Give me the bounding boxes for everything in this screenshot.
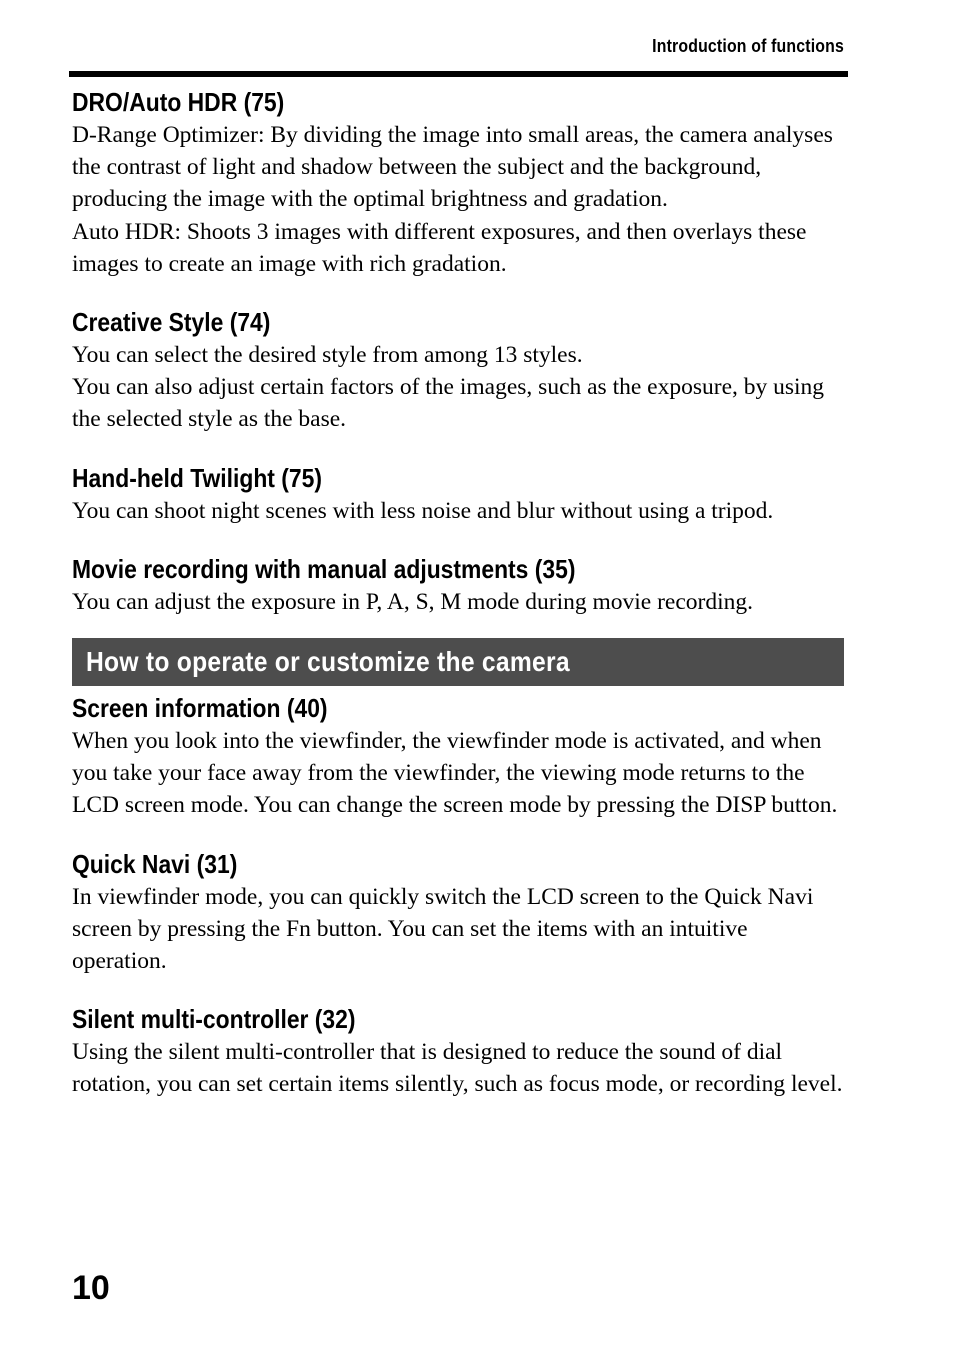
section-title: Quick Navi (31) xyxy=(72,848,238,879)
header-rule xyxy=(69,71,848,77)
page-content xyxy=(72,86,847,1101)
paragraph: Using the silent multi-controller that is designed to reduce the sound of dial rotation, you can set certain items silently, such as focus mode, or recording level. xyxy=(72,1039,843,1098)
section-title: DRO/Auto HDR (75) xyxy=(72,87,285,117)
paragraph: You can select the desired style from among 13 styles. xyxy=(72,342,583,369)
paragraph: You can shoot night scenes with less noise and blur without using a tripod. xyxy=(72,497,774,524)
paragraph: Auto HDR: Shoots 3 images with different exposures, and then overlays these images to create an image with rich gradation. xyxy=(72,218,807,277)
section-screen-information xyxy=(72,692,847,822)
section-creative-style xyxy=(72,306,847,436)
section-hand-held-twilight xyxy=(72,462,847,527)
section-title: Silent multi-controller (32) xyxy=(72,1004,356,1035)
paragraph: You can adjust the exposure in P, A, S, M mode during movie recording. xyxy=(72,588,754,615)
section-title: Hand-held Twilight (75) xyxy=(72,462,322,493)
section-silent-multi-controller xyxy=(72,1003,847,1100)
section-title: Movie recording with manual adjustments (35) xyxy=(72,553,576,584)
paragraph: In viewfinder mode, you can quickly switch the LCD screen to the Quick Navi screen by pressing the Fn button. You can set the items with an intuitive operation. xyxy=(72,883,814,975)
band-title: How to operate or customize the camera xyxy=(86,646,570,678)
section-movie-recording xyxy=(72,553,847,618)
running-header: Introduction of functions xyxy=(652,36,844,56)
paragraph: When you look into the viewfinder, the viewfinder mode is activated, and when you take your face away from the viewfinder, the viewing mode returns to the LCD screen mode. You can change the screen mode by pressing the DISP button. xyxy=(72,728,838,819)
section-title: Screen information (40) xyxy=(72,693,328,724)
section-dro-auto-hdr xyxy=(72,86,847,280)
paragraph: D-Range Optimizer: By dividing the image into small areas, the camera analyses the contrast of light and shadow between the subject and the background, producing the image with the optimal brightness and gradation. xyxy=(72,122,833,213)
section-title: Creative Style (74) xyxy=(72,307,271,338)
section-quick-navi xyxy=(72,848,847,978)
page-number: 10 xyxy=(72,1269,110,1307)
section-band xyxy=(72,638,844,686)
paragraph: You can also adjust certain factors of the images, such as the exposure, by using the selected style as the base. xyxy=(72,374,825,433)
